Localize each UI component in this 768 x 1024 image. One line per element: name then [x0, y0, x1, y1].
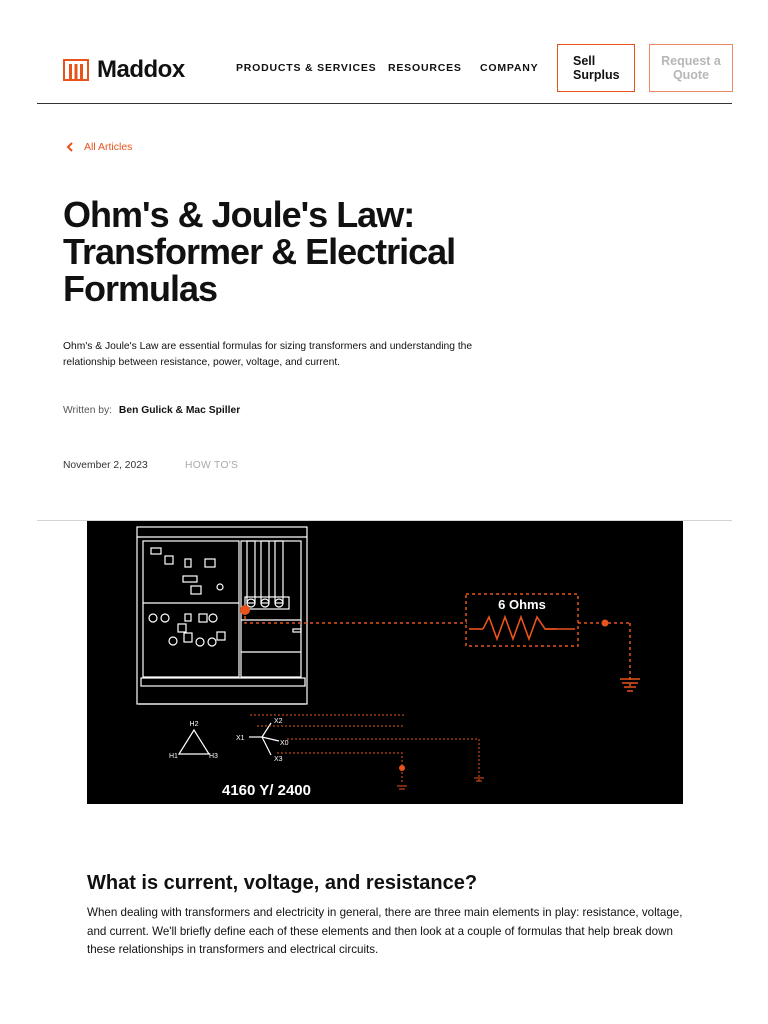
category-tag[interactable]: HOW TO'S [185, 460, 239, 471]
back-to-articles-link[interactable] [66, 141, 132, 153]
logo[interactable] [63, 56, 185, 84]
publish-date: November 2, 2023 [63, 460, 148, 471]
author-names: Ben Gulick & Mac Spiller [118, 405, 241, 416]
back-link-label: All Articles [84, 141, 133, 153]
written-by-label: Written by: [63, 405, 113, 416]
nav-products-services[interactable]: PRODUCTS & SERVICES [236, 62, 377, 74]
section-body: When dealing with transformers and electricity in general, there are three main elements in play: resistance, voltage, and current. We'll briefly define each of these elements and then look at a couple of formulas that help break down these relationships in transformers and electrical circuits. [87, 906, 683, 956]
site-header [0, 0, 768, 104]
sell-surplus-button[interactable]: Sell Surplus [557, 44, 635, 92]
terminal-x2-label: X2 [274, 718, 283, 725]
header-divider [37, 103, 732, 104]
byline [63, 405, 240, 416]
hero-image [87, 521, 683, 804]
transformer-diagram [87, 521, 683, 804]
request-quote-button[interactable]: Request a Quote [649, 44, 733, 92]
terminal-h3-label: H3 [209, 753, 218, 760]
voltage-rating-label: 4160 Y/ 2400 [222, 782, 311, 799]
article-lead: Ohm's & Joule's Law are essential formulas for sizing transformers and understanding the relationship between resistance, power, voltage, and current. [63, 341, 473, 368]
brand-name: Maddox [97, 56, 185, 83]
nav-company[interactable]: COMPANY [480, 62, 539, 74]
section-heading: What is current, voltage, and resistance? [87, 872, 478, 894]
terminal-h1-label: H1 [169, 753, 178, 760]
chevron-left-icon [66, 142, 74, 152]
terminal-x1-label: X1 [236, 735, 245, 742]
terminal-h2-label: H2 [189, 721, 199, 728]
resistor-label: 6 Ohms [498, 597, 546, 612]
maddox-logo-icon [63, 59, 89, 81]
article-meta [63, 460, 239, 471]
page-title: Ohm's & Joule's Law: Transformer & Electrical Formulas [63, 194, 456, 309]
nav-resources[interactable]: RESOURCES [388, 62, 462, 74]
terminal-x0-label: X0 [280, 740, 289, 747]
terminal-x3-label: X3 [274, 756, 283, 763]
